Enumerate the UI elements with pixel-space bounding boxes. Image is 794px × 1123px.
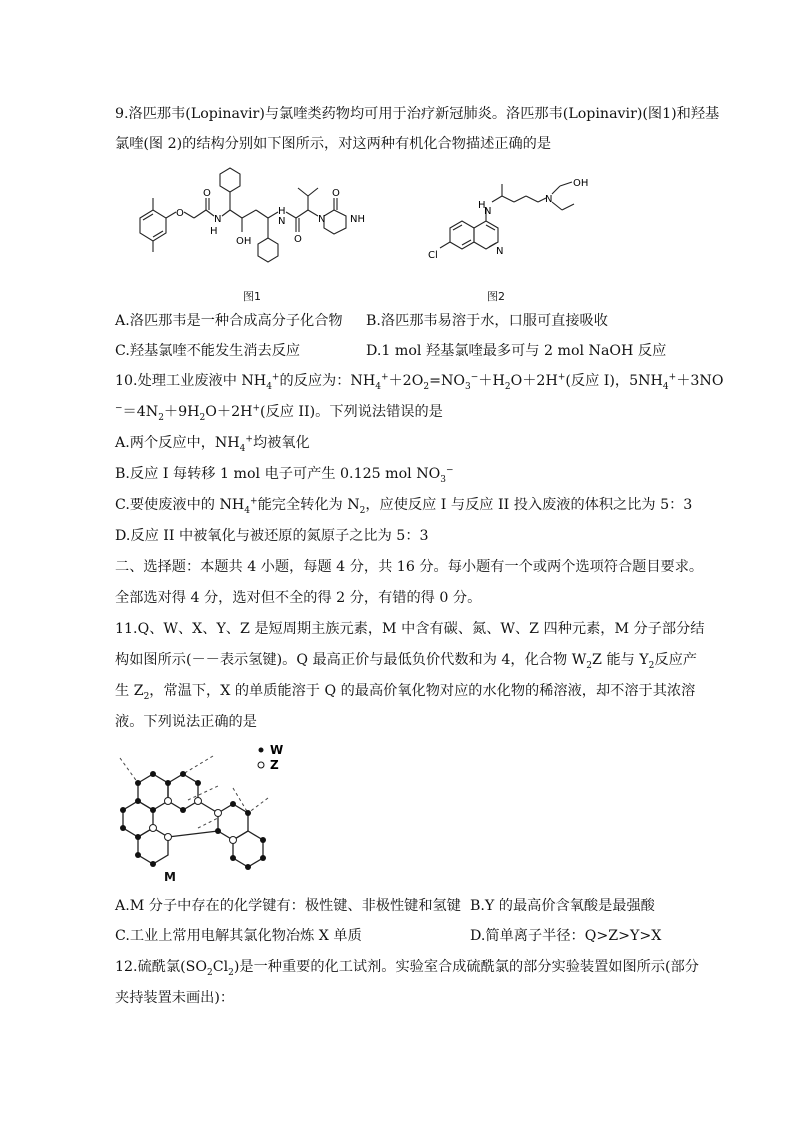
- lopinavir-structure: [118, 160, 438, 295]
- svg-text:OH: OH: [573, 178, 589, 189]
- q9-line1: 9.洛匹那韦(Lopinavir)与氯喹类药物均可用于治疗新冠肺炎。洛匹那韦(Lopinavir)(图1)和羟基: [115, 106, 720, 122]
- q11-option-c: C.工业上常用电解其氯化物冶炼 X 单质: [115, 928, 362, 944]
- svg-text:N: N: [484, 206, 492, 217]
- svg-text:H: H: [210, 226, 218, 237]
- svg-text:N: N: [214, 214, 222, 225]
- legend-z-dot: [258, 762, 264, 768]
- q12-line1: 12.硫酰氯$(SO_2Cl_2)$是一种重要的化工试剂。实验室合成硫酰氯的部分实验装置如图所示(部分: [115, 959, 699, 978]
- svg-text:Z: Z: [270, 758, 279, 772]
- q11-line1: 11.Q、W、X、Y、Z 是短周期主族元素，M 中含有碳、氮、W、Z 四种元素，M 分子部分结: [115, 621, 705, 637]
- fig1-caption: 图1: [243, 290, 261, 303]
- q12-line2: 夹持装置未画出)：: [115, 990, 235, 1006]
- q11-option-a: A.M 分子中存在的化学键有：极性键、非极性键和氢键: [115, 898, 461, 914]
- svg-text:O: O: [332, 188, 340, 199]
- svg-text:O: O: [176, 208, 184, 219]
- hydroxychloroquine-structure: [430, 168, 610, 278]
- svg-text:OH: OH: [236, 236, 252, 247]
- section2-line2: 全部选对得 4 分，选对但不全的得 2 分，有错的得 0 分。: [115, 590, 482, 606]
- svg-text:N: N: [496, 246, 504, 257]
- svg-text:O: O: [294, 234, 302, 245]
- fig2-caption: 图2: [487, 290, 505, 303]
- q11-line4: 液。下列说法正确的是: [115, 714, 257, 730]
- q10-option-b: B.反应 I 每转移 1 mol 电子可产生 0.125 mol $NO_3^-$: [115, 465, 454, 485]
- svg-text:W: W: [270, 743, 284, 757]
- q10-option-d: D.反应 II 中被氧化与被还原的氮原子之比为 5：3: [115, 528, 429, 544]
- q10-line1: 10.处理工业废液中 $NH_4^+$的反应为：$NH_4^++2O_2=NO_3^-+H_2O+2H^+$(反应 I)，$5NH_4^++3NO$: [115, 372, 724, 392]
- svg-text:N: N: [278, 216, 286, 227]
- q10-option-c: C.要使废液中的 $NH_4^+$能完全转化为 $N_2$，应使反应 I 与反应 II 投入废液的体积之比为 5：3: [115, 496, 693, 516]
- legend-w-dot: [259, 748, 264, 753]
- q9-option-a: A.洛匹那韦是一种合成高分子化合物: [115, 313, 343, 329]
- svg-text:NH: NH: [350, 214, 365, 225]
- svg-text:N: N: [318, 214, 326, 225]
- svg-text:O: O: [203, 188, 211, 199]
- q9-option-c: C.羟基氯喹不能发生消去反应: [115, 343, 301, 359]
- q9-line2: 氯喹(图 2)的结构分别如下图所示，对这两种有机化合物描述正确的是: [115, 136, 552, 152]
- section2-line1: 二、选择题：本题共 4 小题，每题 4 分，共 16 分。每小题有一个或两个选项符合题目要求。: [115, 559, 704, 575]
- q11-option-d: D.简单离子半径：Q>Z>Y>X: [470, 928, 662, 944]
- q10-option-a: A.两个反应中，$NH_4^+$均被氧化: [115, 434, 310, 454]
- q11-option-b: B.Y 的最高价含氧酸是最强酸: [470, 898, 655, 914]
- q11-line2: 构如图所示(－－表示氢键)。Q 最高正价与最低负价代数和为 4，化合物 $W_2Z$ 能与 $Y_2$反应产: [115, 652, 697, 671]
- q9-option-d: D.1 mol 羟基氯喹最多可与 2 mol NaOH 反应: [366, 343, 667, 359]
- q11-line3: 生 $Z_2$，常温下，X 的单质能溶于 Q 的最高价氧化物对应的水化物的稀溶液，却不溶于其浓溶: [115, 683, 696, 702]
- svg-text:N: N: [545, 194, 553, 205]
- svg-text:H: H: [278, 206, 286, 217]
- molecule-m-diagram: [118, 738, 298, 883]
- svg-text:H: H: [478, 200, 486, 211]
- fig-m-label: M: [164, 870, 176, 884]
- svg-text:Cl: Cl: [428, 250, 438, 261]
- q10-line2: $^-=4N_2+9H_2O+2H^+$(反应 II)。下列说法错误的是: [115, 403, 443, 423]
- q9-option-b: B.洛匹那韦易溶于水，口服可直接吸收: [366, 313, 608, 329]
